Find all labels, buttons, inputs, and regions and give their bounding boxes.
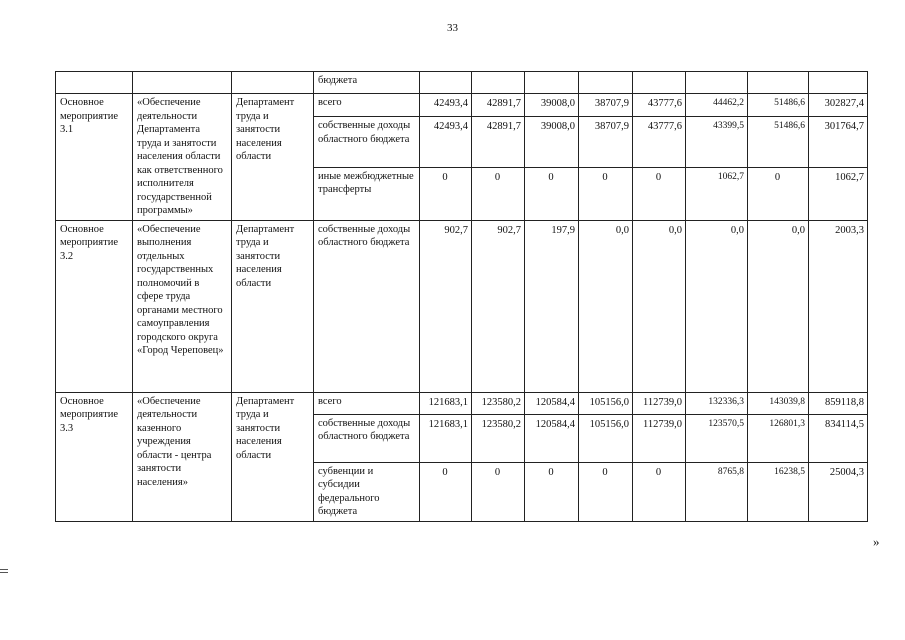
executor-cell: Департамент труда и занятости населения области — [232, 220, 314, 392]
value-cell: 121683,1 — [420, 392, 472, 414]
value-cell: 1062,7 — [686, 167, 748, 220]
value-cell: 0,0 — [748, 220, 809, 392]
value-cell: 2003,3 — [809, 220, 868, 392]
value-cell: 51486,6 — [748, 94, 809, 117]
value-cell: 126801,3 — [748, 414, 809, 462]
value-cell: 0 — [633, 462, 686, 521]
funding-source-cell: субвенции и субсидии федерального бюджета — [314, 462, 420, 521]
value-cell: 0 — [472, 167, 525, 220]
funding-source-cell: иные межбюджетные трансферты — [314, 167, 420, 220]
value-cell: 0 — [525, 462, 579, 521]
empty-cell — [633, 72, 686, 94]
value-cell: 112739,0 — [633, 392, 686, 414]
value-cell: 105156,0 — [579, 414, 633, 462]
executor-cell: Департамент труда и занятости населения области — [232, 94, 314, 221]
funding-source-cell: собственные доходы областного бюджета — [314, 414, 420, 462]
value-cell: 197,9 — [525, 220, 579, 392]
description-cell: «Обеспечение деятельности казенного учреждения области - центра занятости населения» — [133, 392, 232, 521]
budget-table — [55, 71, 868, 522]
activity-cell: Основное мероприятие 3.2 — [56, 220, 133, 392]
empty-cell — [579, 72, 633, 94]
value-cell: 0,0 — [633, 220, 686, 392]
activity-cell: Основное мероприятие 3.3 — [56, 392, 133, 521]
value-cell: 121683,1 — [420, 414, 472, 462]
value-cell: 0 — [420, 167, 472, 220]
value-cell: 43777,6 — [633, 117, 686, 168]
empty-cell — [420, 72, 472, 94]
value-cell: 105156,0 — [579, 392, 633, 414]
empty-cell — [56, 72, 133, 94]
value-cell: 0 — [748, 167, 809, 220]
value-cell: 112739,0 — [633, 414, 686, 462]
value-cell: 120584,4 — [525, 414, 579, 462]
empty-cell — [472, 72, 525, 94]
value-cell: 0 — [420, 462, 472, 521]
value-cell: 43777,6 — [633, 94, 686, 117]
empty-cell — [133, 72, 232, 94]
value-cell: 25004,3 — [809, 462, 868, 521]
continuation-row — [56, 72, 868, 94]
value-cell: 1062,7 — [809, 167, 868, 220]
empty-cell — [232, 72, 314, 94]
table-row — [56, 392, 868, 414]
value-cell: 39008,0 — [525, 117, 579, 168]
table-row — [56, 220, 868, 392]
description-cell: «Обеспечение выполнения отдельных государственных полномочий в сфере труда органами местного самоуправления городского округа «Город Череповец» — [133, 220, 232, 392]
value-cell: 143039,8 — [748, 392, 809, 414]
value-cell: 39008,0 — [525, 94, 579, 117]
funding-source-cell: всего — [314, 392, 420, 414]
value-cell: 42493,4 — [420, 117, 472, 168]
value-cell: 0,0 — [579, 220, 633, 392]
value-cell: 38707,9 — [579, 94, 633, 117]
empty-cell — [525, 72, 579, 94]
value-cell: 902,7 — [420, 220, 472, 392]
value-cell: 0 — [579, 167, 633, 220]
value-cell: 0 — [579, 462, 633, 521]
value-cell: 42891,7 — [472, 94, 525, 117]
executor-cell: Департамент труда и занятости населения области — [232, 392, 314, 521]
value-cell: 38707,9 — [579, 117, 633, 168]
binding-mark — [0, 569, 8, 570]
value-cell: 43399,5 — [686, 117, 748, 168]
table-row — [56, 94, 868, 117]
value-cell: 42493,4 — [420, 94, 472, 117]
value-cell: 132336,3 — [686, 392, 748, 414]
value-cell: 44462,2 — [686, 94, 748, 117]
table-body — [56, 72, 868, 522]
value-cell: 302827,4 — [809, 94, 868, 117]
value-cell: 301764,7 — [809, 117, 868, 168]
value-cell: 123570,5 — [686, 414, 748, 462]
empty-cell — [809, 72, 868, 94]
value-cell: 120584,4 — [525, 392, 579, 414]
funding-source-cell: собственные доходы областного бюджета — [314, 117, 420, 168]
empty-cell — [686, 72, 748, 94]
value-cell: 16238,5 — [748, 462, 809, 521]
value-cell: 859118,8 — [809, 392, 868, 414]
description-cell: «Обеспечение деятельности Департамента труда и занятости населения области как ответственного исполнителя государственной программы» — [133, 94, 232, 221]
empty-cell — [748, 72, 809, 94]
value-cell: 0 — [525, 167, 579, 220]
funding-source-cell: всего — [314, 94, 420, 117]
value-cell: 0 — [472, 462, 525, 521]
value-cell: 51486,6 — [748, 117, 809, 168]
value-cell: 902,7 — [472, 220, 525, 392]
page-number: 33 — [447, 22, 458, 34]
value-cell: 123580,2 — [472, 392, 525, 414]
funding-source-cell: бюджета — [314, 72, 420, 94]
binding-mark — [0, 572, 8, 573]
value-cell: 0 — [633, 167, 686, 220]
value-cell: 834114,5 — [809, 414, 868, 462]
value-cell: 123580,2 — [472, 414, 525, 462]
funding-source-cell: собственные доходы областного бюджета — [314, 220, 420, 392]
value-cell: 0,0 — [686, 220, 748, 392]
value-cell: 8765,8 — [686, 462, 748, 521]
activity-cell: Основное мероприятие 3.1 — [56, 94, 133, 221]
value-cell: 42891,7 — [472, 117, 525, 168]
continuation-mark: » — [873, 534, 880, 549]
